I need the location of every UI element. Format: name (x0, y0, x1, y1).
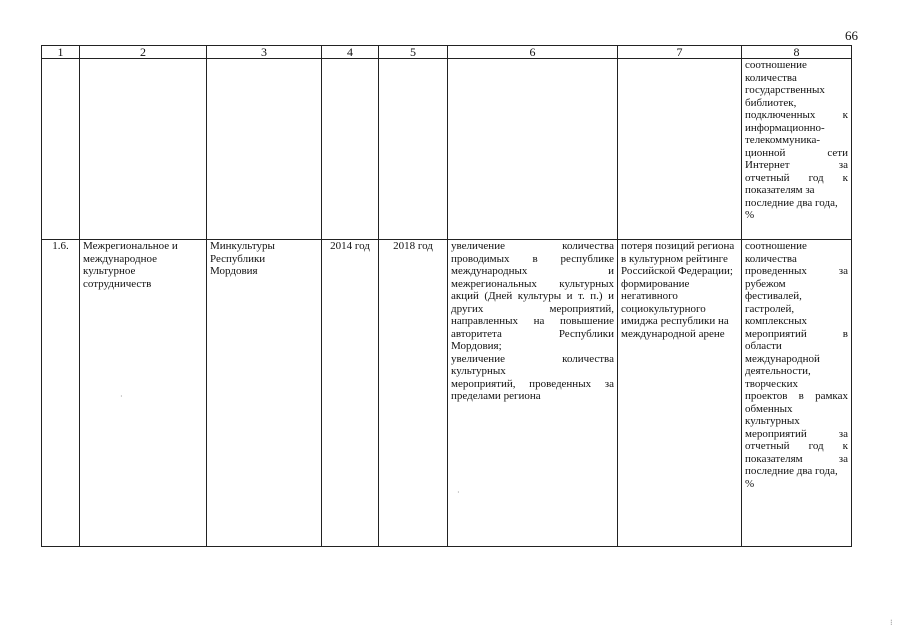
result-line: мероприятий, проведенных за (451, 377, 614, 390)
header-col-1: 1 (42, 46, 80, 59)
header-col-4: 4 (322, 46, 379, 59)
indicator-line: проектов в рамках (745, 390, 848, 402)
name-line: международное (83, 252, 157, 265)
header-row (42, 46, 852, 59)
cell-consequences (618, 59, 742, 240)
indicator-line: подключенных к (745, 109, 848, 121)
indicator-line: международной (745, 352, 820, 365)
indicator-line: рубежом (745, 277, 786, 290)
result-line: увеличение количества (451, 240, 614, 252)
indicator-line: фестивалей, (745, 290, 802, 302)
header-col-7: 7 (618, 46, 742, 59)
name-line: культурное (83, 265, 136, 277)
indicator-line: мероприятий за (745, 427, 848, 440)
cell-number: 1.6. (42, 240, 80, 547)
header-col-3: 3 (207, 46, 322, 59)
name-line: сотрудничеств (83, 277, 152, 290)
consequence-line: потеря позиций региона (621, 240, 735, 252)
indicator-line: % (745, 209, 755, 221)
indicator-line: библиотек, (745, 96, 797, 109)
indicator-line: творческих (745, 377, 798, 390)
cell-measure-name (80, 240, 207, 547)
indicator-line: мероприятий в (745, 327, 848, 340)
indicator-line: % (745, 477, 755, 490)
result-line: культурных (451, 365, 506, 377)
program-table (41, 45, 852, 547)
cell-consequences (618, 240, 742, 547)
result-line: межрегиональных культурных (451, 277, 614, 290)
consequence-line: Российской Федерации; (621, 265, 733, 277)
name-line: Межрегиональное и (83, 240, 178, 252)
scan-speck: · (457, 488, 460, 497)
indicator-line: телекоммуника- (745, 134, 821, 146)
result-line: авторитета Республики (451, 327, 614, 340)
cell-indicator (742, 240, 852, 547)
table-row-1-6 (42, 240, 852, 547)
consequence-line: формирование (621, 277, 690, 290)
cell-expected-result (448, 59, 618, 240)
table-row-continuation (42, 59, 852, 240)
indicator-line: комплексных (745, 315, 808, 327)
consequence-line: в культурном рейтинге (621, 252, 728, 265)
scan-speck: ⁝ (890, 618, 893, 627)
indicator-line: последние два года, (745, 465, 838, 477)
indicator-line: культурных (745, 415, 800, 427)
result-line: других мероприятий, (451, 302, 614, 315)
result-line: проводимых в республике (451, 252, 614, 265)
indicator-line: количества (745, 71, 797, 84)
result-line: направленных на повышение (451, 315, 614, 327)
cell-responsible (207, 240, 322, 547)
cell-indicator (742, 59, 852, 240)
responsible-line: Республики (210, 252, 266, 265)
cell-responsible (207, 59, 322, 240)
responsible-line: Минкультуры (210, 240, 275, 252)
responsible-line: Мордовия (210, 265, 258, 277)
indicator-line: гастролей, (745, 302, 795, 315)
indicator-line: деятельности, (745, 365, 811, 377)
header-col-8: 8 (742, 46, 852, 59)
scan-speck: · (120, 392, 123, 401)
indicator-line: показателям за (745, 184, 815, 196)
result-line: увеличение количества (451, 352, 614, 365)
consequence-line: имиджа республики на (621, 315, 729, 327)
header-col-2: 2 (80, 46, 207, 59)
indicator-line: ционной сети (745, 146, 848, 159)
indicator-line: проведенных за (745, 265, 848, 277)
cell-start: 2014 год (322, 240, 379, 547)
indicator-line: отчетный год к (745, 171, 848, 184)
indicator-line: информационно- (745, 121, 825, 134)
result-line: пределами региона (451, 390, 541, 402)
indicator-line: области (745, 340, 782, 352)
indicator-line: государственных (745, 84, 825, 96)
consequence-line: международной арене (621, 327, 725, 340)
indicator-line: показателям за (745, 452, 848, 465)
consequence-line: социокультурного (621, 302, 706, 315)
cell-end (379, 59, 448, 240)
indicator-line: соотношение (745, 59, 807, 71)
header-col-5: 5 (379, 46, 448, 59)
result-line: международных и (451, 265, 614, 277)
indicator-line: соотношение (745, 240, 807, 252)
result-line: акций (Дней культуры и т. п.) и (451, 290, 614, 302)
indicator-line: последние два года, (745, 196, 838, 209)
indicator-line: количества (745, 252, 797, 265)
cell-end: 2018 год (379, 240, 448, 547)
header-col-6: 6 (448, 46, 618, 59)
consequence-line: негативного (621, 290, 678, 302)
cell-number (42, 59, 80, 240)
page-number: 66 (845, 28, 858, 43)
indicator-line: Интернет за (745, 159, 848, 171)
cell-measure-name (80, 59, 207, 240)
indicator-line: отчетный год к (745, 440, 848, 452)
indicator-line: обменных (745, 402, 793, 415)
cell-start (322, 59, 379, 240)
cell-expected-result (448, 240, 618, 547)
result-line: Мордовия; (451, 340, 502, 352)
